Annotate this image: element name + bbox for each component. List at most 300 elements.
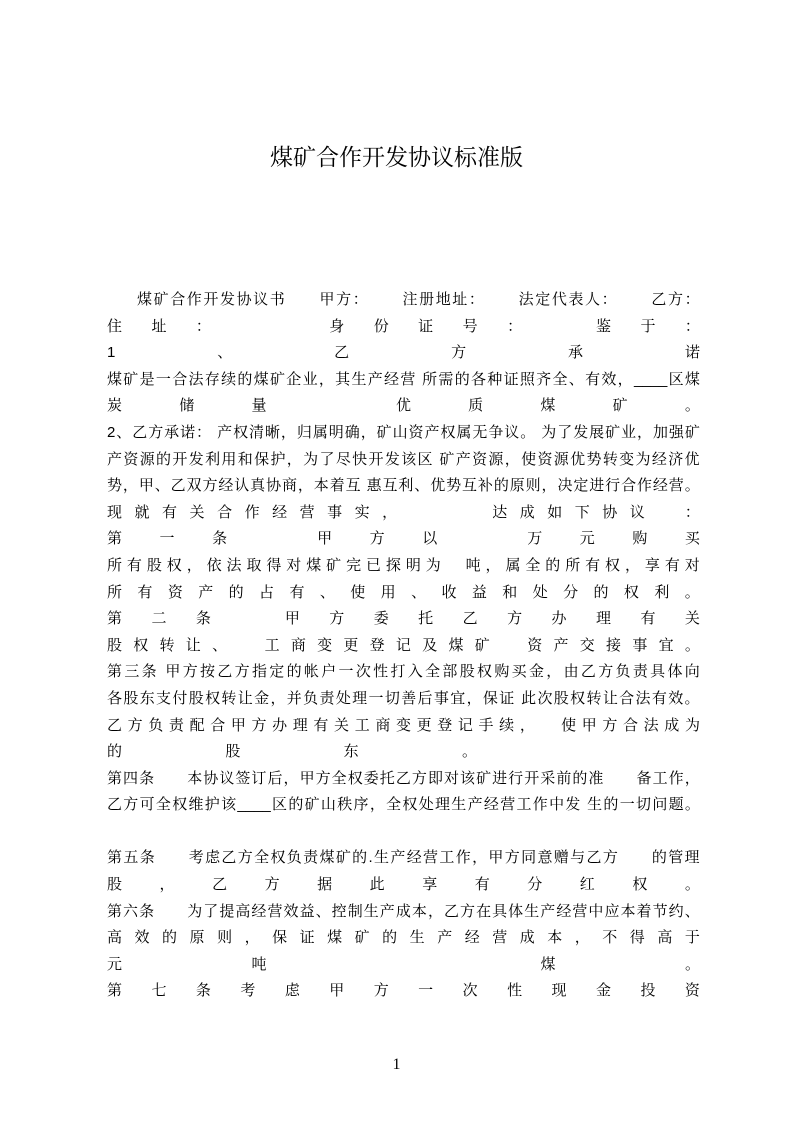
text-glyph: 股 — [459, 663, 475, 681]
text-glyph: 源 — [553, 450, 569, 468]
text-glyph: 得 — [266, 556, 282, 574]
text-glyph: 全 — [331, 769, 347, 787]
text-glyph: 所 — [107, 556, 123, 574]
text-glyph: 的 — [593, 583, 609, 601]
text-glyph: 托 — [379, 769, 395, 787]
text-glyph: 址 — [151, 317, 167, 335]
text-glyph: 无 — [472, 423, 488, 441]
text-glyph: 权 — [605, 556, 621, 574]
text-glyph: 明 — [328, 423, 344, 441]
text-gap — [501, 633, 516, 660]
text-glyph: 了 — [557, 423, 573, 441]
text-glyph: 权 — [233, 423, 249, 441]
contract-text-line — [107, 633, 700, 660]
text-glyph: 关 — [684, 610, 700, 628]
text-glyph: 一 — [368, 689, 384, 707]
text-glyph: 矿 — [304, 796, 320, 814]
text-gap — [286, 287, 301, 314]
text-glyph: 乙 — [212, 876, 228, 894]
text-glyph: 乙 — [395, 769, 411, 787]
text-glyph: 一 — [159, 530, 175, 548]
text-glyph: 第 — [107, 849, 123, 867]
text-glyph: 应 — [604, 902, 620, 920]
text-glyph: 方 — [202, 477, 218, 495]
text-glyph: 。 — [684, 796, 700, 814]
text-glyph: 即 — [427, 769, 443, 787]
text-glyph: 权 — [205, 689, 221, 707]
text-glyph: 购 — [494, 663, 510, 681]
text-glyph: 产 — [424, 423, 440, 441]
text-glyph: 占 — [259, 583, 275, 601]
text-glyph: 协 — [602, 503, 618, 521]
text-glyph: 使 — [521, 450, 537, 468]
text-glyph: 合 — [619, 689, 635, 707]
text-glyph: . — [368, 849, 373, 867]
text-glyph: 成 — [664, 716, 680, 734]
text-glyph: 身 — [329, 317, 345, 335]
text-glyph: 条 — [139, 902, 155, 920]
text-glyph: 协 — [236, 291, 252, 308]
text-glyph: 合 — [170, 291, 186, 308]
text-glyph: 理 — [435, 796, 451, 814]
text-glyph: 。 — [684, 876, 700, 894]
contract-text-line — [107, 340, 700, 367]
text-glyph: 吨 — [465, 556, 481, 574]
text-glyph: 维 — [188, 796, 204, 814]
text-glyph: 晰 — [264, 423, 280, 441]
text-glyph: 控 — [331, 902, 347, 920]
text-glyph: 订 — [251, 769, 267, 787]
text-glyph: 生 — [524, 902, 540, 920]
text-glyph: 益 — [471, 583, 487, 601]
text-glyph: 按 — [200, 663, 216, 681]
text-glyph: 赠 — [553, 849, 569, 867]
text-glyph: 法 — [643, 716, 659, 734]
text-glyph: 尽 — [335, 450, 351, 468]
text-glyph: 煤 — [137, 291, 153, 308]
text-glyph: 保 — [482, 689, 498, 707]
text-glyph: 、 — [212, 636, 228, 654]
text-glyph: 转 — [586, 689, 602, 707]
text-glyph: 方 — [460, 902, 476, 920]
text-glyph: 经 — [652, 477, 668, 495]
text-glyph: 东 — [139, 689, 155, 707]
text-glyph: ： — [468, 291, 484, 308]
text-glyph: 法 — [635, 689, 651, 707]
text-glyph: 经 — [464, 929, 480, 947]
text-glyph: 有 — [474, 876, 490, 894]
text-glyph: 次 — [355, 663, 371, 681]
text-glyph: 付 — [172, 689, 188, 707]
text-glyph: 三 — [124, 663, 140, 681]
text-glyph: 方 — [602, 716, 618, 734]
text-glyph: 生 — [374, 849, 390, 867]
text-glyph: 权 — [166, 556, 182, 574]
text-glyph: 四 — [123, 769, 139, 787]
text-glyph: 营 — [423, 849, 439, 867]
text-gap — [540, 713, 555, 740]
text-glyph: 加 — [652, 423, 668, 441]
text-glyph: 作 — [455, 849, 471, 867]
text-gap — [516, 686, 520, 713]
text-glyph: 属 — [456, 423, 472, 441]
text-glyph: 合 — [623, 716, 639, 734]
text-glyph: 营 — [500, 796, 516, 814]
text-glyph: 一 — [619, 796, 635, 814]
text-glyph: 营 — [267, 902, 283, 920]
text-glyph: 权 — [440, 423, 456, 441]
text-glyph: 归 — [296, 423, 312, 441]
text-glyph: 以 — [422, 530, 438, 548]
parties-header-line — [107, 287, 700, 314]
text-glyph: 更 — [416, 716, 432, 734]
text-glyph: 发 — [219, 291, 235, 308]
text-glyph: 据 — [317, 876, 333, 894]
text-glyph: 书 — [269, 291, 285, 308]
text-glyph: 煤 — [684, 370, 700, 388]
text-glyph: 方 — [148, 423, 164, 441]
text-glyph: 权 — [270, 849, 286, 867]
text-glyph: 企 — [286, 370, 302, 388]
text-glyph: 益 — [299, 902, 315, 920]
text-glyph: 产 — [467, 796, 483, 814]
text-glyph: 有 — [289, 583, 305, 601]
text-glyph: 产 — [540, 902, 556, 920]
text-glyph: 经 — [651, 450, 667, 468]
text-glyph: 产 — [107, 450, 123, 468]
text-glyph: 的 — [603, 796, 619, 814]
text-glyph: 。 — [684, 583, 700, 601]
clause-4-line — [107, 766, 700, 793]
text-glyph: 方 — [123, 796, 139, 814]
text-glyph: 负 — [148, 716, 164, 734]
text-glyph: 已 — [365, 556, 381, 574]
text-glyph: 方 — [336, 291, 352, 308]
text-glyph: 工 — [516, 796, 532, 814]
text-glyph: 向 — [684, 663, 700, 681]
text-glyph: 效 — [601, 370, 617, 388]
text-glyph: 处 — [335, 689, 351, 707]
contract-text-line — [107, 925, 700, 952]
text-gap — [417, 367, 421, 394]
text-glyph: 具 — [650, 663, 666, 681]
text-glyph: 优 — [684, 450, 700, 468]
text-glyph: 吨 — [251, 955, 267, 973]
text-glyph: 股 — [107, 636, 123, 654]
text-glyph: 乙 — [170, 477, 186, 495]
text-glyph: 议 — [629, 503, 645, 521]
text-glyph: 所 — [565, 556, 581, 574]
text-glyph: 议 — [219, 769, 235, 787]
text-glyph: 证 — [499, 689, 515, 707]
text-glyph: 本 — [411, 902, 427, 920]
text-glyph: 业 — [302, 370, 318, 388]
text-glyph: 有 — [640, 610, 656, 628]
text-glyph: ， — [286, 450, 302, 468]
text-glyph: 权 — [632, 876, 648, 894]
text-glyph: 现 — [551, 982, 567, 1000]
text-glyph: 权 — [477, 663, 493, 681]
text-glyph: 部 — [442, 663, 458, 681]
text-glyph: 产 — [390, 849, 406, 867]
text-glyph: 处 — [532, 583, 548, 601]
text-glyph: 续 — [499, 716, 515, 734]
text-glyph: 生 — [351, 370, 367, 388]
text-glyph: 矿 — [684, 423, 700, 441]
contract-text-line — [107, 473, 700, 500]
text-gap — [619, 845, 634, 872]
text-gap — [502, 287, 517, 314]
text-glyph: 方 — [373, 982, 389, 1000]
text-glyph: 存 — [204, 370, 220, 388]
text-glyph: 有 — [664, 556, 680, 574]
text-glyph: 储 — [179, 397, 195, 415]
text-glyph: 作 — [532, 796, 548, 814]
text-glyph: 为 — [303, 450, 319, 468]
text-glyph: 。 — [684, 636, 700, 654]
text-glyph: 营 — [668, 477, 684, 495]
text-glyph: 经 — [251, 902, 267, 920]
text-glyph: ， — [624, 556, 640, 574]
text-gap — [303, 287, 318, 314]
text-glyph: 购 — [632, 530, 648, 548]
text-glyph: 事 — [433, 689, 449, 707]
text-glyph: 权 — [623, 583, 639, 601]
text-glyph: 合 — [621, 477, 637, 495]
text-glyph: 开 — [524, 769, 540, 787]
text-glyph: 争 — [488, 423, 504, 441]
text-glyph: 开 — [203, 291, 219, 308]
text-glyph: ， — [504, 450, 520, 468]
text-glyph: 了 — [203, 902, 219, 920]
text-glyph: 其 — [335, 370, 351, 388]
text-glyph: 东 — [343, 743, 359, 761]
text-glyph: 照 — [519, 370, 535, 388]
text-glyph: 打 — [390, 663, 406, 681]
paragraph-spacer — [107, 819, 700, 846]
text-glyph: 约 — [668, 902, 684, 920]
text-glyph: 完 — [346, 556, 362, 574]
text-glyph: 同 — [521, 849, 537, 867]
text-glyph: ， — [244, 929, 260, 947]
text-glyph: 得 — [629, 929, 645, 947]
text-glyph: ， — [369, 796, 385, 814]
text-glyph: 在 — [476, 902, 492, 920]
text-glyph: 办 — [551, 610, 567, 628]
text-glyph: 关 — [334, 716, 350, 734]
text-glyph: 管 — [668, 849, 684, 867]
text-gap — [618, 287, 633, 314]
text-glyph: 为 — [635, 450, 651, 468]
text-glyph: 权 — [402, 796, 418, 814]
text-glyph: 切 — [384, 689, 400, 707]
text-glyph: 宜 — [658, 636, 674, 654]
text-glyph: 经 — [483, 796, 499, 814]
text-glyph: 诺 — [180, 423, 196, 441]
text-glyph: 议 — [504, 423, 520, 441]
text-glyph: 甲 — [581, 716, 597, 734]
text-glyph: 方 — [237, 849, 253, 867]
text-glyph: 权 — [570, 689, 586, 707]
text-glyph: 效 — [668, 689, 684, 707]
text-glyph: 煤 — [448, 636, 464, 654]
text-glyph: 收 — [441, 583, 457, 601]
text-glyph: 、 — [154, 477, 170, 495]
text-glyph: 股 — [188, 689, 204, 707]
text-glyph: 快 — [352, 450, 368, 468]
text-glyph: 对 — [286, 556, 302, 574]
text-glyph: 切 — [636, 796, 652, 814]
text-glyph: 各 — [107, 689, 123, 707]
text-glyph: ， — [466, 689, 482, 707]
text-glyph: ， — [427, 902, 443, 920]
text-gap — [604, 766, 619, 793]
text-glyph: 的 — [493, 477, 509, 495]
text-glyph: 人 — [585, 291, 601, 308]
text-glyph: 全 — [386, 796, 402, 814]
text-glyph: 方 — [315, 769, 331, 787]
text-glyph: 的 — [237, 370, 253, 388]
text-glyph: 所 — [107, 583, 123, 601]
text-glyph: 互 — [382, 477, 398, 495]
text-glyph: 体 — [508, 902, 524, 920]
text-glyph: 达 — [492, 503, 508, 521]
text-glyph: ， — [283, 769, 299, 787]
text-glyph: 交 — [579, 636, 595, 654]
text-gap — [238, 633, 253, 660]
text-glyph: 享 — [644, 556, 660, 574]
text-glyph: 工 — [652, 769, 668, 787]
text-glyph: 协 — [266, 477, 282, 495]
text-glyph: 合 — [172, 370, 188, 388]
text-glyph: 、 — [315, 902, 331, 920]
text-glyph: 方 — [507, 610, 523, 628]
text-glyph: 则 — [217, 929, 233, 947]
text-glyph: 发 — [573, 423, 589, 441]
text-glyph: 矿 — [269, 370, 285, 388]
text-glyph: 元 — [579, 530, 595, 548]
text-glyph: 准 — [588, 769, 604, 787]
text-glyph: 的 — [288, 796, 304, 814]
text-glyph: 、 — [217, 344, 233, 362]
text-glyph: 矿 — [476, 769, 492, 787]
text-glyph: 保 — [272, 929, 288, 947]
text-glyph: ， — [297, 477, 313, 495]
contract-text-line — [107, 713, 700, 740]
contract-text-line — [107, 314, 700, 341]
text-glyph: ， — [159, 876, 175, 894]
text-glyph: 权 — [133, 636, 149, 654]
text-glyph: 作 — [668, 769, 684, 787]
text-glyph: 户 — [321, 663, 337, 681]
text-glyph: 对 — [443, 769, 459, 787]
text-glyph: 利 — [398, 477, 414, 495]
text-glyph: 和 — [502, 583, 518, 601]
text-glyph: 、 — [319, 583, 335, 601]
text-glyph: 办 — [272, 716, 288, 734]
text-glyph: 方 — [182, 663, 198, 681]
text-gap — [212, 420, 216, 447]
text-glyph: 本 — [620, 902, 636, 920]
text-glyph: 生 — [363, 902, 379, 920]
text-glyph: 关 — [189, 503, 205, 521]
text-glyph: 是 — [139, 370, 155, 388]
text-gap — [386, 287, 401, 314]
text-glyph: 源 — [488, 450, 504, 468]
text-glyph: 强 — [668, 423, 684, 441]
text-glyph: 条 — [195, 982, 211, 1000]
text-glyph: 中 — [588, 902, 604, 920]
text-glyph: 2 — [107, 423, 116, 441]
text-glyph: 效 — [134, 929, 150, 947]
text-glyph: 乙 — [132, 423, 148, 441]
text-glyph: 营 — [492, 929, 508, 947]
text-glyph: 所 — [422, 370, 438, 388]
text-glyph: 甲 — [488, 849, 504, 867]
text-glyph: 原 — [189, 929, 205, 947]
contract-text-line — [107, 367, 700, 394]
text-glyph: 及 — [422, 636, 438, 654]
text-glyph: 第 — [107, 982, 123, 1000]
text-glyph: 方 — [668, 291, 684, 308]
text-glyph: 势 — [586, 450, 602, 468]
contract-text-line — [107, 952, 700, 979]
text-glyph: 性 — [373, 663, 389, 681]
text-glyph: 的 — [352, 849, 368, 867]
text-glyph: 矿 — [354, 929, 370, 947]
text-glyph: 指 — [251, 663, 267, 681]
text-glyph: 营 — [400, 370, 416, 388]
text-glyph: 承 — [568, 344, 584, 362]
text-glyph: 五 — [123, 849, 139, 867]
text-glyph: 股 — [123, 689, 139, 707]
text-glyph: 效 — [283, 902, 299, 920]
text-glyph: 惠 — [366, 477, 382, 495]
contract-text-line — [107, 553, 700, 580]
text-glyph: 证 — [299, 929, 315, 947]
text-glyph: 实 — [354, 503, 370, 521]
contract-text-line — [107, 739, 477, 766]
text-glyph: 了 — [319, 450, 335, 468]
text-gap — [155, 766, 170, 793]
text-glyph: 如 — [547, 503, 563, 521]
text-glyph: 变 — [619, 450, 635, 468]
text-glyph: 元 — [107, 955, 123, 973]
text-glyph: 发 — [384, 450, 400, 468]
page-number: 1 — [392, 1056, 401, 1073]
text-glyph: 甲 — [138, 477, 154, 495]
text-glyph: 定 — [535, 291, 551, 308]
text-glyph: 原 — [509, 477, 525, 495]
text-glyph: 资 — [472, 450, 488, 468]
text-glyph: 展 — [589, 423, 605, 441]
text-glyph: 方 — [504, 849, 520, 867]
text-glyph: 保 — [254, 450, 270, 468]
text-glyph: 区 — [272, 796, 288, 814]
text-glyph: 对 — [684, 556, 700, 574]
text-glyph: 发 — [565, 796, 581, 814]
text-glyph: 乙 — [580, 663, 596, 681]
text-glyph: 全 — [254, 849, 270, 867]
text-glyph: 全 — [425, 663, 441, 681]
text-glyph: 优 — [430, 477, 446, 495]
text-glyph: 生 — [409, 929, 425, 947]
text-glyph: 金 — [528, 663, 544, 681]
text-glyph: 经 — [384, 370, 400, 388]
text-glyph: 宜 — [450, 689, 466, 707]
text-glyph: 第 — [107, 663, 123, 681]
text-glyph: 乙 — [334, 344, 350, 362]
